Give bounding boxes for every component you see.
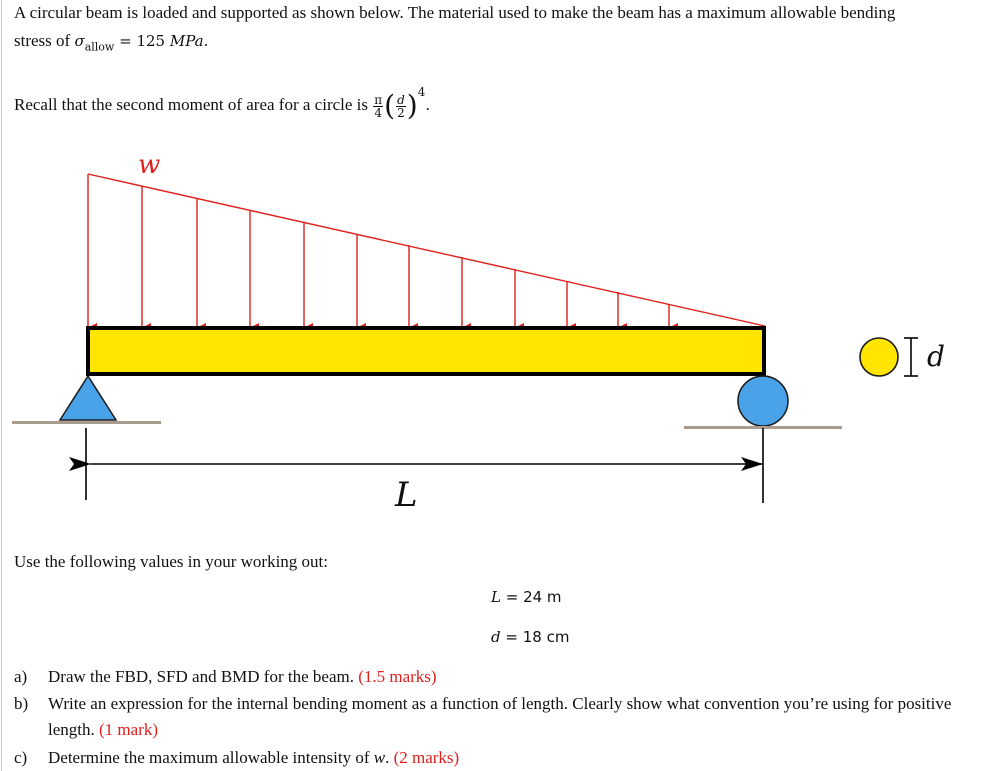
diameter-variable: d <box>491 628 501 646</box>
stress-period: . <box>203 32 209 50</box>
question-text <box>48 691 998 743</box>
values-intro: Use the following values in your working out: <box>14 552 328 571</box>
load-envelope-top <box>88 174 765 326</box>
ground-left <box>12 421 161 424</box>
pi-symbol: π <box>374 92 383 107</box>
question-c-variable: w <box>373 748 386 767</box>
diameter-number: = 18 cm <box>500 628 570 646</box>
load-label: w <box>138 150 161 180</box>
stress-prefix: stress of <box>14 31 75 50</box>
right-paren: ) <box>406 89 418 123</box>
question-a-text: Draw the FBD, SFD and BMD for the beam. <box>48 667 359 686</box>
two-denominator: 2 <box>397 105 405 120</box>
beam <box>88 328 764 374</box>
distributed-load <box>88 174 765 328</box>
length-label: L <box>395 475 418 515</box>
question-letter: b) <box>14 694 29 713</box>
pin-support <box>60 376 116 420</box>
question-c-text-end: . <box>385 748 394 767</box>
sigma-symbol: σ <box>74 32 85 50</box>
question-b-marks: (1 mark) <box>99 720 159 739</box>
diameter-label: d <box>927 340 945 373</box>
recall-text: Recall that the second moment of area for a circle is <box>14 95 373 114</box>
question-c-marks: (2 marks) <box>393 748 460 767</box>
left-paren: ( <box>384 89 396 123</box>
cross-section-circle <box>860 338 898 376</box>
roller-support <box>738 376 788 426</box>
length-dimension <box>86 428 763 503</box>
d-numerator: d <box>397 92 405 107</box>
four-denominator: 4 <box>374 105 383 120</box>
question-letter: c) <box>14 748 28 767</box>
question-letter: a) <box>14 667 28 686</box>
sigma-subscript: allow <box>84 40 115 54</box>
diameter-value <box>491 628 569 646</box>
recall-period: . <box>425 96 431 114</box>
stress-value: = 125 <box>114 32 170 50</box>
intro-line-1: A circular beam is loaded and supported as shown below. The material used to make the beam has a maximum allowable bending <box>14 3 896 22</box>
length-value <box>491 588 562 606</box>
question-b-text: Write an expression for the internal bending moment as a function of length. Clearly show what convention you’re using for positive length. <box>48 694 952 739</box>
diameter-bracket <box>904 338 918 376</box>
power-four: 4 <box>417 85 426 99</box>
question-text <box>48 664 1003 690</box>
question-c-text: Determine the maximum allowable intensity of <box>48 748 374 767</box>
question-text <box>48 745 1003 771</box>
stress-unit: MPa <box>169 32 204 50</box>
question-a-marks: (1.5 marks) <box>358 667 437 686</box>
length-number: = 24 m <box>500 588 562 606</box>
length-variable: L <box>491 588 501 606</box>
